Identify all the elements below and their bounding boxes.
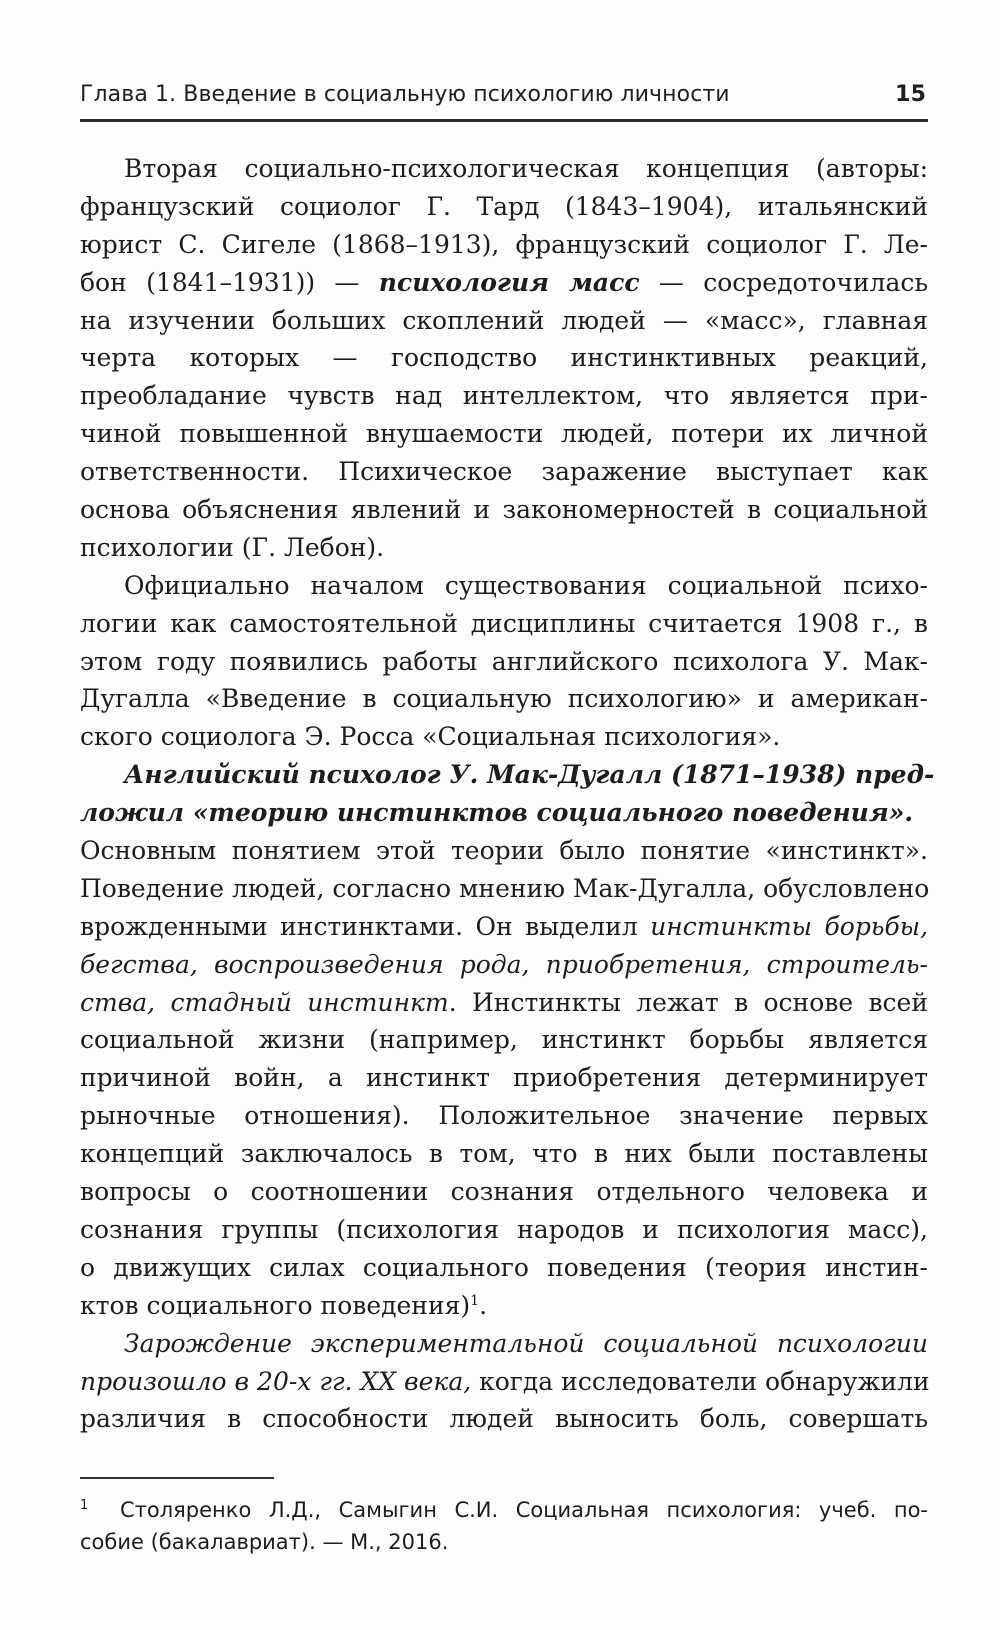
- text-line: Официально началом существования социальной психо-: [124, 570, 928, 600]
- text-line: ложил «теорию инстинктов социального поведения».: [80, 798, 914, 828]
- text-line: о движущих силах социального поведения (теория инстин-: [80, 1252, 928, 1282]
- page-number: 15: [895, 82, 926, 107]
- term-herd-instinct: ства, стадный инстинкт: [80, 987, 449, 1017]
- text-line: Поведение людей, согласно мнению Мак-Дугалла, обусловлено: [80, 873, 930, 903]
- text-line: бегства, воспроизведения рода, приобретения, строитель-: [80, 949, 928, 979]
- text-line: юрист С. Сигеле (1868–1913), французский социолог Г. Ле-: [80, 229, 928, 259]
- text-line: концепций заключалось в том, что в них были поставлены: [80, 1139, 928, 1169]
- text-line: логии как самостоятельной дисциплины считается 1908 г., в: [80, 608, 928, 638]
- running-head: [80, 80, 928, 116]
- footnote-mark: 1: [80, 1498, 89, 1513]
- text-line: французский социолог Г. Тард (1843–1904), итальянский: [80, 191, 928, 221]
- text-line: сознания группы (психология народов и психология масс),: [80, 1214, 928, 1244]
- text-line: ответственности. Психическое заражение выступает как: [80, 457, 928, 487]
- text-line: различия в способности людей выносить боль, совершать: [80, 1404, 928, 1434]
- body-text: [80, 150, 935, 1438]
- paragraph-instinct-theory: [80, 756, 935, 1324]
- text-line: Вторая социально-психологическая концепция (авторы:: [124, 154, 928, 183]
- term-instincts: инстинкты борьбы,: [650, 911, 929, 941]
- footnote-reference[interactable]: 1: [470, 1292, 480, 1309]
- footnote: [80, 1494, 928, 1558]
- header-rule: [80, 119, 928, 122]
- text-line: основа объяснения явлений и закономерностей в социальной: [80, 495, 928, 525]
- text-line: [80, 908, 928, 946]
- text-run: .: [479, 1290, 488, 1320]
- text-line: психологии (Г. Лебон).: [80, 532, 385, 562]
- text-line: социальной жизни (например, инстинкт борьбы является: [80, 1025, 928, 1055]
- text-run: — сосредоточилась: [639, 267, 928, 297]
- text-line: ского социолога Э. Росса «Социальная психология».: [80, 722, 781, 752]
- text-run: врожденными инстинктами. Он выделил: [80, 911, 651, 941]
- text-run: . Инстинкты лежат в основе всей: [448, 987, 929, 1017]
- text-line: Дугалла «Введение в социальную психологию» и американ-: [80, 684, 928, 714]
- text-line: причиной войн, а инстинкт приобретения детерминирует: [80, 1063, 928, 1093]
- text-line: вопросы о соотношении сознания отдельного человека и: [80, 1177, 928, 1207]
- footnote-line: собие (бакалавриат). — М., 2016.: [80, 1530, 449, 1554]
- text-line: Зарождение экспериментальной социальной психологии: [124, 1328, 928, 1358]
- text-line: [80, 264, 928, 302]
- text-line: этом году появились работы английского психолога У. Мак-: [80, 646, 928, 676]
- text-line: Английский психолог У. Мак-Дугалл (1871–1938) пред-: [124, 760, 935, 790]
- paragraph-experimental-origin: [80, 1325, 928, 1439]
- paragraph-official-start: [80, 567, 928, 756]
- text-line: рыночные отношения). Положительное значение первых: [80, 1101, 928, 1131]
- text-line: [80, 1287, 928, 1325]
- text-line: на изучении больших скоплений людей — «масс», главная: [80, 305, 928, 335]
- term-20s: произошло в 20-х гг. XX века,: [80, 1366, 472, 1396]
- text-line: черта которых — господство инстинктивных реакций,: [80, 343, 928, 373]
- text-line: чиной повышенной внушаемости людей, потери их личной: [80, 419, 928, 449]
- text-run: ктов социального поведения): [80, 1290, 471, 1320]
- text-line: преобладание чувств над интеллектом, что является при-: [80, 381, 928, 411]
- text-run: когда исследователи обнаружили: [471, 1366, 930, 1396]
- text-line: [80, 1363, 928, 1401]
- text-line: Основным понятием этой теории было понятие «инстинкт».: [80, 836, 928, 866]
- term-psychology-of-masses: психология масс: [378, 267, 640, 297]
- footnote-rule: [80, 1477, 274, 1479]
- text-run: бон (1841–1931)) —: [80, 267, 379, 297]
- paragraph-psychology-of-masses: [80, 150, 928, 567]
- chapter-title: Глава 1. Введение в социальную психологию личности: [80, 82, 730, 107]
- footnote-line: Столяренко Л.Д., Самыгин С.И. Социальная психология: учеб. по-: [120, 1498, 928, 1522]
- text-line: [80, 984, 928, 1022]
